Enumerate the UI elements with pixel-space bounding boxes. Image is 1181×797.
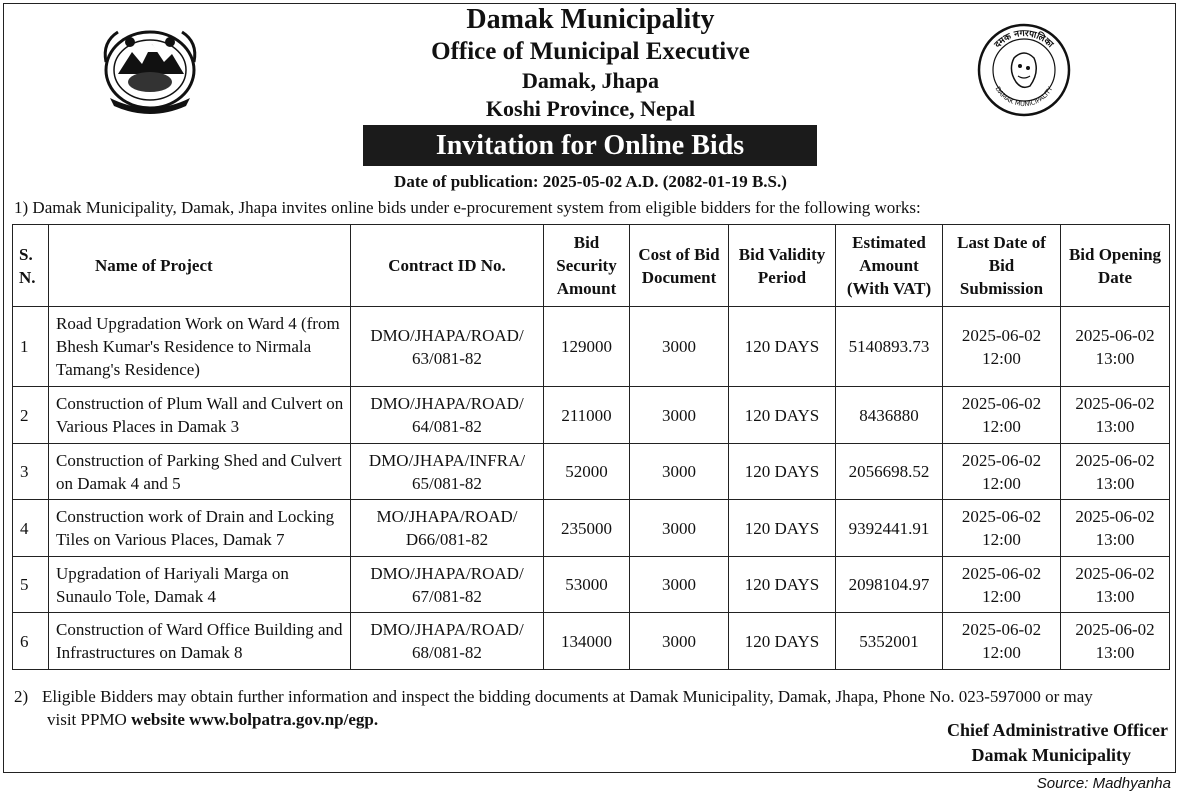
para2-line1: Eligible Bidders may obtain further information and inspect the bidding documents at Damak Municipality, Damak, Jhapa, Phone No. 023-597000 or may bbox=[42, 687, 1093, 706]
cell-last-date: 2025-06-02 12:00 bbox=[943, 500, 1061, 557]
table-header-row bbox=[13, 225, 1170, 307]
table-row bbox=[13, 613, 1170, 670]
cell-sn: 3 bbox=[13, 444, 49, 500]
publication-date: Date of publication: 2025-05-02 A.D. (2082-01-19 B.S.) bbox=[394, 172, 787, 191]
cell-contract-id: DMO/JHAPA/ROAD/ 63/081-82 bbox=[351, 307, 544, 387]
cell-project-name: Construction of Ward Office Building and Infrastructures on Damak 8 bbox=[49, 613, 351, 670]
cell-opening-date: 2025-06-02 13:00 bbox=[1061, 307, 1170, 387]
cell-last-date: 2025-06-02 12:00 bbox=[943, 613, 1061, 670]
cell-last-date: 2025-06-02 12:00 bbox=[943, 557, 1061, 613]
cell-project-name: Construction of Plum Wall and Culvert on Various Places in Damak 3 bbox=[49, 387, 351, 444]
cell-estimated: 2056698.52 bbox=[836, 444, 943, 500]
header-opening-date: Bid Opening Date bbox=[1061, 225, 1170, 307]
ppmo-website-link[interactable]: website www.bolpatra.gov.np/egp. bbox=[131, 710, 379, 729]
cell-contract-id: DMO/JHAPA/INFRA/ 65/081-82 bbox=[351, 444, 544, 500]
cell-bid-security: 129000 bbox=[544, 307, 630, 387]
cell-cost: 3000 bbox=[630, 557, 729, 613]
cell-sn: 2 bbox=[13, 387, 49, 444]
seal-text-bottom: DAMAK MUNICIPALITY bbox=[993, 85, 1055, 109]
signature-block bbox=[947, 718, 1168, 768]
invitation-paragraph: 1) Damak Municipality, Damak, Jhapa invites online bids under e-procurement system from eligible bidders for the following works: bbox=[14, 198, 921, 217]
cell-opening-date: 2025-06-02 13:00 bbox=[1061, 613, 1170, 670]
cell-validity: 120 DAYS bbox=[729, 500, 836, 557]
cell-validity: 120 DAYS bbox=[729, 387, 836, 444]
table-row bbox=[13, 557, 1170, 613]
province-name: Koshi Province, Nepal bbox=[485, 96, 696, 121]
table-row bbox=[13, 500, 1170, 557]
cell-sn: 6 bbox=[13, 613, 49, 670]
cell-validity: 120 DAYS bbox=[729, 613, 836, 670]
header-project-name: Name of Project bbox=[49, 225, 351, 307]
cell-estimated: 5140893.73 bbox=[836, 307, 943, 387]
cell-cost: 3000 bbox=[630, 500, 729, 557]
source-credit: Source: Madhyanha bbox=[1036, 775, 1171, 792]
cell-opening-date: 2025-06-02 13:00 bbox=[1061, 387, 1170, 444]
header-bid-validity: Bid Validity Period bbox=[729, 225, 836, 307]
cell-contract-id: DMO/JHAPA/ROAD/ 68/081-82 bbox=[351, 613, 544, 670]
bids-table bbox=[12, 224, 1170, 670]
cell-sn: 4 bbox=[13, 500, 49, 557]
cell-contract-id: DMO/JHAPA/ROAD/ 64/081-82 bbox=[351, 387, 544, 444]
cell-last-date: 2025-06-02 12:00 bbox=[943, 444, 1061, 500]
cell-opening-date: 2025-06-02 13:00 bbox=[1061, 500, 1170, 557]
cell-contract-id: MO/JHAPA/ROAD/ D66/081-82 bbox=[351, 500, 544, 557]
cell-cost: 3000 bbox=[630, 387, 729, 444]
cell-opening-date: 2025-06-02 13:00 bbox=[1061, 557, 1170, 613]
table-row bbox=[13, 387, 1170, 444]
cell-sn: 5 bbox=[13, 557, 49, 613]
header-last-date: Last Date of Bid Submission bbox=[943, 225, 1061, 307]
header-sn: S. N. bbox=[13, 225, 49, 307]
cell-project-name: Construction of Parking Shed and Culvert on Damak 4 and 5 bbox=[49, 444, 351, 500]
cell-estimated: 2098104.97 bbox=[836, 557, 943, 613]
cell-validity: 120 DAYS bbox=[729, 444, 836, 500]
cell-estimated: 9392441.91 bbox=[836, 500, 943, 557]
seal-text-top: दमक नगरपालिका bbox=[992, 28, 1055, 51]
table-row bbox=[13, 444, 1170, 500]
municipality-name: Damak Municipality bbox=[466, 4, 715, 35]
cell-cost: 3000 bbox=[630, 307, 729, 387]
cell-opening-date: 2025-06-02 13:00 bbox=[1061, 444, 1170, 500]
cell-estimated: 8436880 bbox=[836, 387, 943, 444]
cell-estimated: 5352001 bbox=[836, 613, 943, 670]
cell-cost: 3000 bbox=[630, 444, 729, 500]
signatory-title: Chief Administrative Officer bbox=[947, 720, 1168, 740]
para2-number: 2) bbox=[14, 687, 29, 706]
cell-last-date: 2025-06-02 12:00 bbox=[943, 307, 1061, 387]
header-estimated-amount: Estimated Amount (With VAT) bbox=[836, 225, 943, 307]
table-row bbox=[13, 307, 1170, 387]
office-location: Damak, Jhapa bbox=[522, 68, 659, 93]
header-bid-security: Bid Security Amount bbox=[544, 225, 630, 307]
cell-project-name: Construction work of Drain and Locking Tiles on Various Places, Damak 7 bbox=[49, 500, 351, 557]
cell-cost: 3000 bbox=[630, 613, 729, 670]
cell-bid-security: 211000 bbox=[544, 387, 630, 444]
cell-sn: 1 bbox=[13, 307, 49, 387]
notice-title-banner: Invitation for Online Bids bbox=[363, 125, 817, 166]
para2-line2-prefix: visit PPMO bbox=[47, 710, 132, 729]
cell-validity: 120 DAYS bbox=[729, 557, 836, 613]
cell-project-name: Upgradation of Hariyali Marga on Sunaulo Tole, Damak 4 bbox=[49, 557, 351, 613]
cell-project-name: Road Upgradation Work on Ward 4 (from Bhesh Kumar's Residence to Nirmala Tamang's Residence) bbox=[49, 307, 351, 387]
cell-contract-id: DMO/JHAPA/ROAD/ 67/081-82 bbox=[351, 557, 544, 613]
cell-last-date: 2025-06-02 12:00 bbox=[943, 387, 1061, 444]
cell-bid-security: 52000 bbox=[544, 444, 630, 500]
signatory-org: Damak Municipality bbox=[971, 745, 1131, 765]
office-name: Office of Municipal Executive bbox=[431, 38, 750, 65]
cell-bid-security: 53000 bbox=[544, 557, 630, 613]
cell-bid-security: 235000 bbox=[544, 500, 630, 557]
cell-validity: 120 DAYS bbox=[729, 307, 836, 387]
header-contract-id: Contract ID No. bbox=[351, 225, 544, 307]
notice-header bbox=[0, 4, 1181, 123]
cell-bid-security: 134000 bbox=[544, 613, 630, 670]
header-cost-of-document: Cost of Bid Document bbox=[630, 225, 729, 307]
